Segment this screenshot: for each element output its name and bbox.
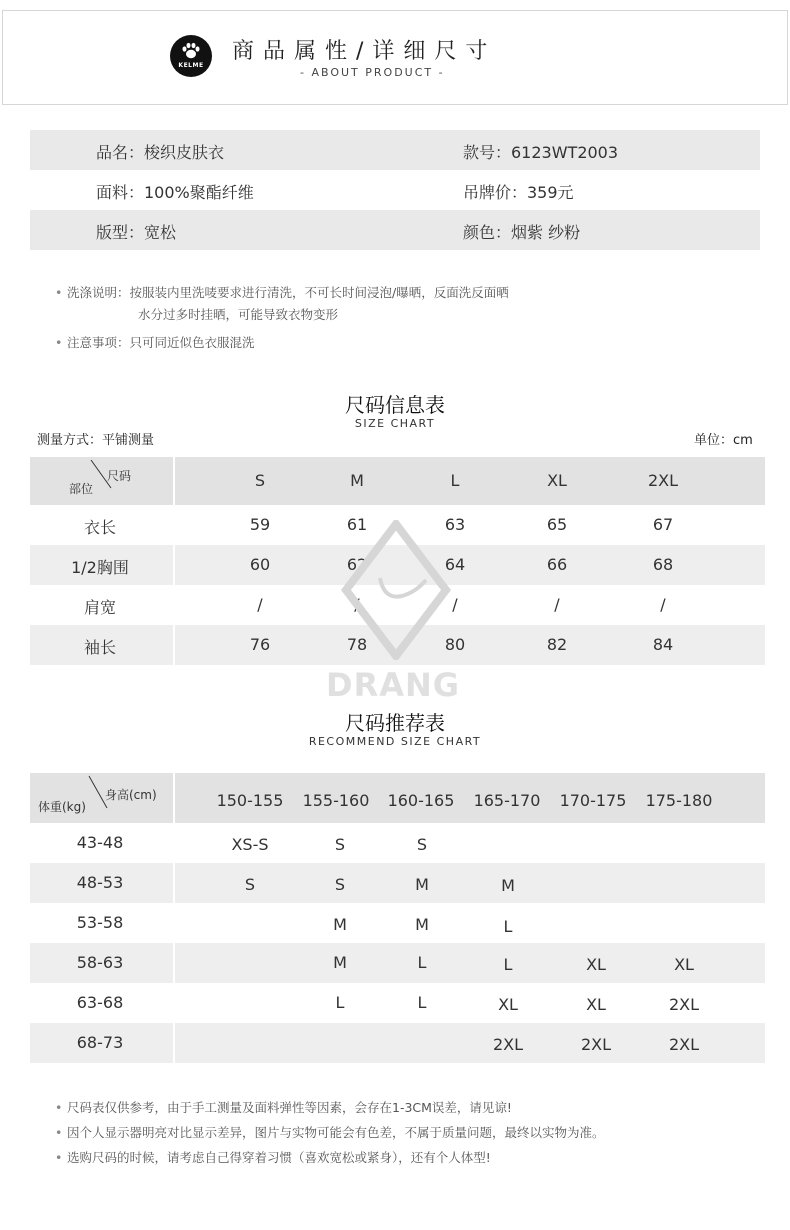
size-header-row [30, 457, 765, 505]
height-col: 165-170 [473, 791, 541, 810]
corner-weight-label: 体重(kg) [38, 800, 86, 814]
measure-method: 测量方式：平铺测量 [37, 433, 155, 448]
size-col-2xl: 2XL [647, 471, 679, 490]
size-cell: 82 [546, 635, 568, 654]
watermark-logo-icon [340, 520, 452, 660]
watermark-text: DRANG [326, 666, 461, 704]
wash-instructions: • 洗涤说明：按服装内里洗唛要求进行清洗，不可长时间浸泡/曝晒，反面洗反面晒 [55, 282, 509, 304]
recommend-row [30, 823, 765, 863]
attribute-name: 品名：梭织皮肤衣 [96, 143, 225, 162]
size-cell: 63 [444, 515, 466, 534]
attribute-price: 吊牌价：359元 [463, 183, 574, 202]
paw-icon [181, 42, 201, 60]
height-col: 150-155 [216, 791, 284, 810]
size-cell: 61 [346, 515, 368, 534]
recommend-cell: L [417, 993, 427, 1012]
brand-logo [170, 35, 212, 77]
size-cell: 84 [652, 635, 674, 654]
weight-label: 53-58 [76, 913, 124, 932]
recommend-row [30, 903, 765, 943]
recommend-cell: 2XL [580, 1035, 612, 1054]
recommend-cell: 2XL [492, 1035, 524, 1054]
size-cell: 60 [249, 555, 271, 574]
recommend-cell: M [415, 915, 429, 934]
size-cell: / [554, 595, 560, 614]
attribute-row [30, 130, 760, 170]
recommend-cell: L [503, 955, 513, 974]
weight-label: 43-48 [76, 833, 124, 852]
recommend-cell: XL [498, 995, 518, 1014]
column-separator [173, 625, 175, 665]
height-col: 175-180 [645, 791, 713, 810]
size-cell: 80 [444, 635, 466, 654]
attribute-row [30, 210, 760, 250]
corner-part-label: 部位 [69, 482, 94, 496]
size-col-m: M [350, 471, 364, 490]
footer-note: • 尺码表仅供参考，由于手工测量及面料弹性等因素，会存在1-3CM误差，请见谅! [55, 1095, 605, 1120]
attribute-row [30, 170, 760, 210]
recommend-cell: 2XL [668, 1035, 700, 1054]
recommend-cell: XL [674, 955, 694, 974]
column-separator [173, 545, 175, 585]
size-cell: 62 [346, 555, 368, 574]
recommend-header-row [30, 773, 765, 823]
recommend-cell: 2XL [668, 995, 700, 1014]
recommend-row [30, 983, 765, 1023]
corner-size-label: 尺码 [107, 469, 132, 483]
care-notes [55, 282, 509, 354]
attention-note: • 注意事项：只可同近似色衣服混洗 [55, 332, 509, 354]
size-cell: 78 [346, 635, 368, 654]
recommend-cell: S [416, 835, 428, 854]
recommend-cell: L [503, 917, 513, 936]
size-cell: 68 [652, 555, 674, 574]
footer-note: • 因个人显示器明亮对比显示差异，图片与实物可能会有色差，不属于质量问题，最终以实物为准。 [55, 1120, 605, 1145]
weight-label: 68-73 [76, 1033, 124, 1052]
height-col: 160-165 [387, 791, 455, 810]
size-col-xl: XL [547, 471, 567, 490]
size-col-l: L [450, 471, 460, 490]
row-label: 袖长 [83, 638, 116, 657]
page-subtitle: - ABOUT PRODUCT - [300, 66, 445, 79]
recommend-cell: M [501, 876, 515, 895]
size-col-s: S [254, 471, 266, 490]
recommend-cell: XL [586, 995, 606, 1014]
recommend-cell: M [333, 953, 347, 972]
corner-divider [90, 459, 112, 489]
attributes-table [30, 130, 760, 250]
column-separator [173, 863, 175, 903]
size-cell: 59 [249, 515, 271, 534]
row-label: 衣长 [83, 518, 116, 537]
attribute-fabric: 面料：100%聚酯纤维 [96, 183, 254, 202]
weight-label: 58-63 [76, 953, 124, 972]
size-cell: / [452, 595, 458, 614]
recommend-cell: L [417, 953, 427, 972]
weight-label: 48-53 [76, 873, 124, 892]
height-col: 170-175 [559, 791, 627, 810]
size-cell: 66 [546, 555, 568, 574]
recommend-cell: S [334, 835, 346, 854]
recommend-chart-title: 尺码推荐表 [345, 711, 445, 735]
column-separator [173, 457, 175, 505]
size-cell: 67 [652, 515, 674, 534]
recommend-chart-subtitle: RECOMMEND SIZE CHART [308, 735, 482, 748]
footer-notes [55, 1095, 605, 1170]
size-cell: 76 [249, 635, 271, 654]
recommend-cell: S [334, 875, 346, 894]
corner-divider [88, 775, 108, 809]
recommend-row [30, 943, 765, 983]
measure-unit: 单位：cm [694, 433, 753, 448]
height-col: 155-160 [302, 791, 370, 810]
wash-instructions-cont: 水分过多时挂晒，可能导致衣物变形 [138, 307, 339, 322]
recommend-chart-table [30, 773, 765, 1063]
recommend-cell: S [244, 875, 256, 894]
row-label: 1/2胸围 [71, 558, 129, 577]
recommend-cell: XL [586, 955, 606, 974]
size-chart-title: 尺码信息表 [345, 393, 445, 417]
column-separator [173, 1023, 175, 1063]
footer-note: • 选购尺码的时候，请考虑自己得穿着习惯（喜欢宽松或紧身），还有个人体型! [55, 1145, 605, 1170]
size-cell: / [660, 595, 666, 614]
attribute-style-number: 款号：6123WT2003 [463, 143, 619, 162]
column-separator [173, 773, 175, 823]
recommend-row [30, 863, 765, 903]
recommend-row [30, 1023, 765, 1063]
page-title: 商品属性/详细尺寸 [232, 39, 497, 64]
recommend-cell: M [415, 875, 429, 894]
recommend-cell: M [333, 915, 347, 934]
size-cell: 64 [444, 555, 466, 574]
attribute-color: 颜色：烟紫 纱粉 [463, 223, 581, 242]
attribute-fit: 版型：宽松 [96, 223, 177, 242]
recommend-cell: L [335, 993, 345, 1012]
column-separator [173, 943, 175, 983]
size-chart-subtitle: SIZE CHART [354, 417, 436, 430]
logo-text: KELME [178, 62, 204, 69]
weight-label: 63-68 [76, 993, 124, 1012]
corner-height-label: 身高(cm) [105, 788, 157, 802]
size-cell: 65 [546, 515, 568, 534]
row-label: 肩宽 [83, 598, 116, 617]
size-cell: / [257, 595, 263, 614]
size-cell: / [354, 595, 360, 614]
recommend-cell: XS-S [231, 835, 269, 854]
